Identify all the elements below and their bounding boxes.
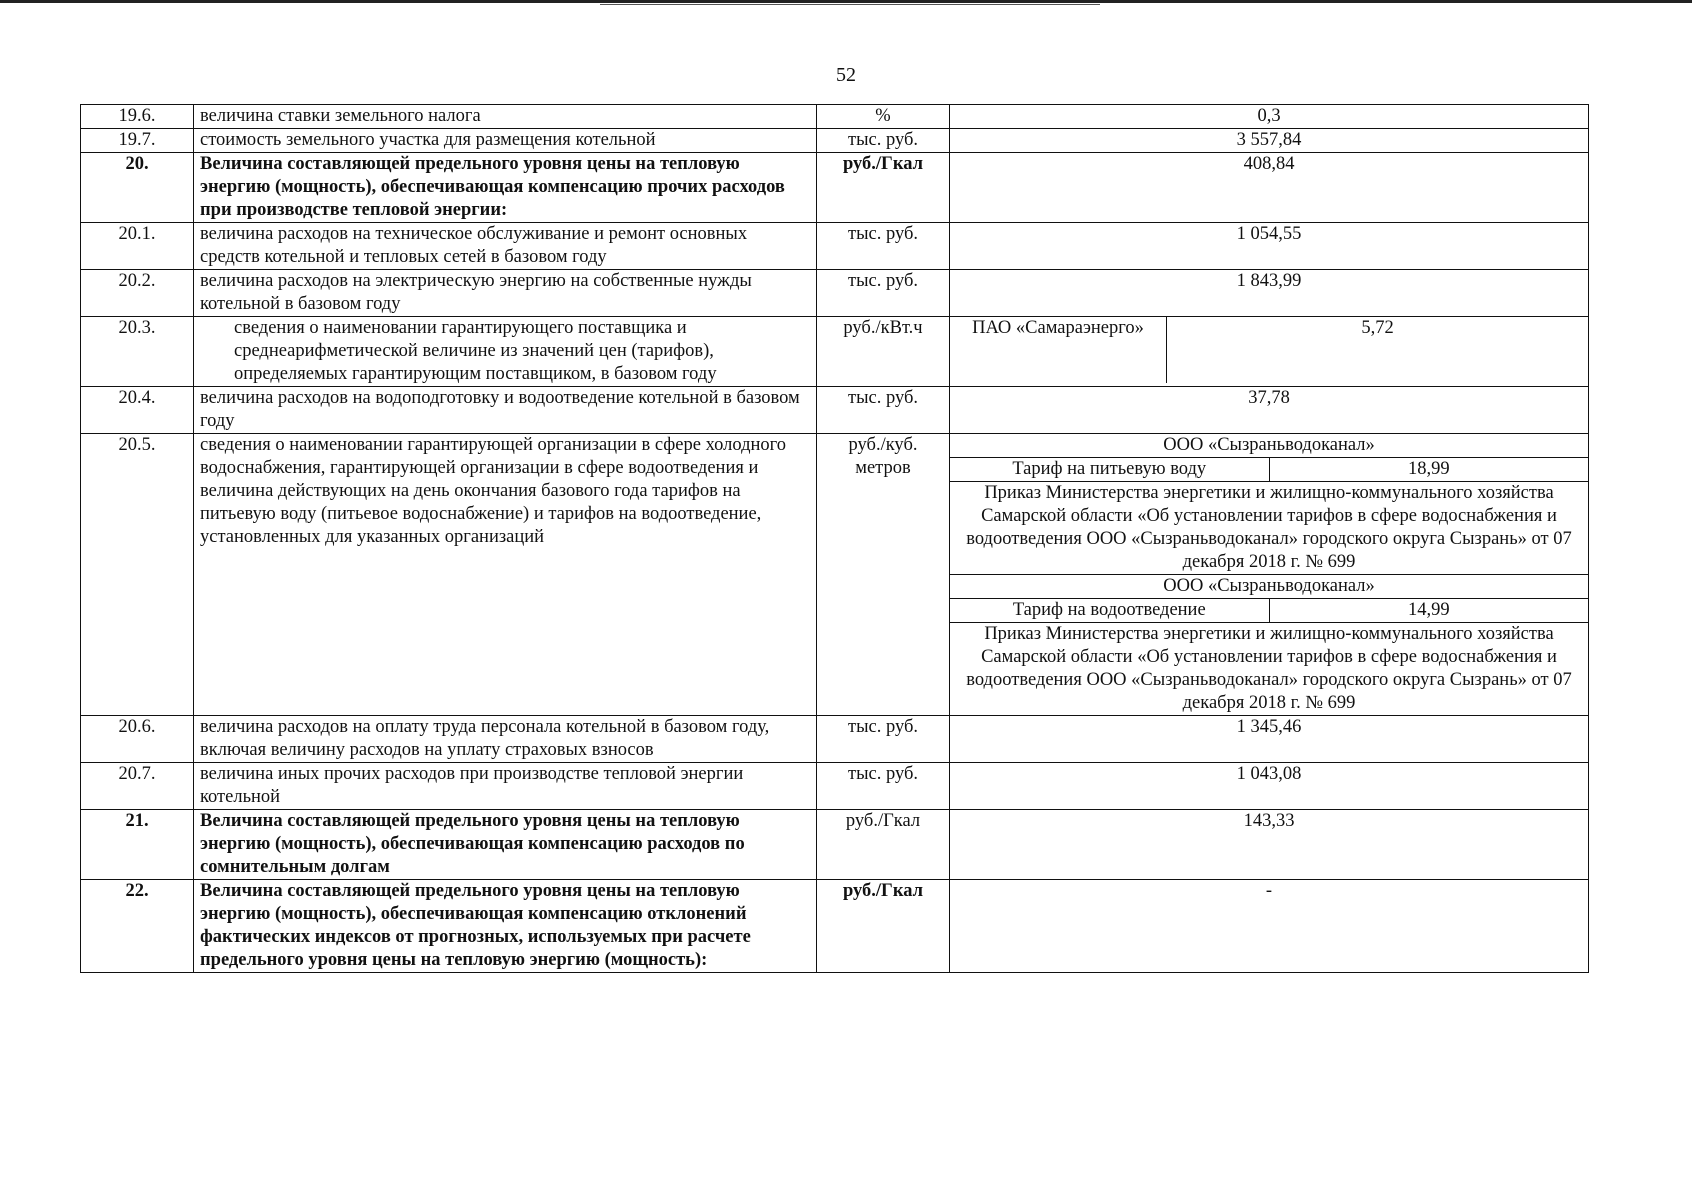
row-value: 1 843,99 <box>950 270 1589 317</box>
tariff-label: Тариф на водоотведение <box>950 599 1269 623</box>
row-value: 37,78 <box>950 387 1589 434</box>
row-unit: тыс. руб. <box>817 716 950 763</box>
row-unit: руб./Гкал <box>817 810 950 880</box>
row-description: величина расходов на оплату труда персонала котельной в базовом году, включая величину расходов на уплату страховых взносов <box>194 716 817 763</box>
row-value: 1 043,08 <box>950 763 1589 810</box>
row-number: 20.7. <box>81 763 194 810</box>
tariff-label: Тариф на питьевую воду <box>950 458 1269 482</box>
table-row <box>81 223 1589 270</box>
row-unit: % <box>817 105 950 129</box>
row-description: Величина составляющей предельного уровня цены на тепловую энергию (мощность), обеспечивающая компенсацию расходов по сомнительным долгам <box>194 810 817 880</box>
row-value: 1 345,46 <box>950 716 1589 763</box>
row-number: 19.7. <box>81 129 194 153</box>
row-description: величина расходов на техническое обслуживание и ремонт основных средств котельной и тепловых сетей в базовом году <box>194 223 817 270</box>
top-border-line <box>0 0 1692 3</box>
row-unit: тыс. руб. <box>817 223 950 270</box>
row-description: величина расходов на водоподготовку и водоотведение котельной в базовом году <box>194 387 817 434</box>
row-value: 0,3 <box>950 105 1589 129</box>
row-value: 1 054,55 <box>950 223 1589 270</box>
water-tariffs-subtable <box>950 434 1588 715</box>
row-value: 408,84 <box>950 153 1589 223</box>
tariff-value: 14,99 <box>1269 599 1588 623</box>
organization-name: ООО «Сызраньводоканал» <box>950 434 1588 458</box>
table-row <box>81 270 1589 317</box>
table-row <box>81 129 1589 153</box>
page-number: 52 <box>836 64 856 86</box>
supplier-cell <box>950 317 1589 387</box>
organization-name: ООО «Сызраньводоканал» <box>950 575 1588 599</box>
table-row <box>81 317 1589 387</box>
row-unit: руб./Гкал <box>817 880 950 973</box>
table-row <box>81 105 1589 129</box>
row-unit: тыс. руб. <box>817 270 950 317</box>
row-unit: тыс. руб. <box>817 387 950 434</box>
tariff-order-text: Приказ Министерства энергетики и жилищно-коммунального хозяйства Самарской области «Об установлении тарифов в сфере водоснабжения и водоотведения ООО «Сызраньводоканал» городского округа Сызрань» от 07 декабря 2018 г. № 699 <box>950 482 1588 575</box>
row-number: 20.6. <box>81 716 194 763</box>
row-unit: руб./куб. метров <box>817 434 950 716</box>
tariff-table <box>80 104 1589 973</box>
table-row <box>81 810 1589 880</box>
row-number: 20. <box>81 153 194 223</box>
row-description: величина иных прочих расходов при производстве тепловой энергии котельной <box>194 763 817 810</box>
row-description: Величина составляющей предельного уровня цены на тепловую энергию (мощность), обеспечивающая компенсацию прочих расходов при производстве тепловой энергии: <box>194 153 817 223</box>
row-value: 5,72 <box>1167 317 1589 383</box>
row-unit: тыс. руб. <box>817 129 950 153</box>
row-number: 20.3. <box>81 317 194 387</box>
supplier-name: ПАО «Самараэнерго» <box>950 317 1167 383</box>
table-row <box>81 716 1589 763</box>
table-row <box>81 880 1589 973</box>
row-unit: руб./кВт.ч <box>817 317 950 387</box>
row-description: сведения о наименовании гарантирующего поставщика и среднеарифметической величине из значений цен (тарифов), определяемых гарантирующим поставщиком, в базовом году <box>194 317 817 387</box>
row-description: Величина составляющей предельного уровня цены на тепловую энергию (мощность), обеспечивающая компенсацию отклонений фактических индексов от прогнозных, используемых при расчете предельного уровня цены на тепловую энергию (мощность): <box>194 880 817 973</box>
row-number: 21. <box>81 810 194 880</box>
table-row <box>81 434 1589 716</box>
row-value: 143,33 <box>950 810 1589 880</box>
row-description: величина ставки земельного налога <box>194 105 817 129</box>
row-number: 19.6. <box>81 105 194 129</box>
row-description: стоимость земельного участка для размещения котельной <box>194 129 817 153</box>
row-unit: тыс. руб. <box>817 763 950 810</box>
row-unit: руб./Гкал <box>817 153 950 223</box>
row-value: - <box>950 880 1589 973</box>
water-tariffs-cell <box>950 434 1589 716</box>
top-border-line-secondary <box>600 4 1100 5</box>
row-description: сведения о наименовании гарантирующей организации в сфере холодного водоснабжения, гарантирующей организации в сфере водоотведения и величина действующих на день окончания базового года тарифов на питьевую воду (питьевое водоснабжение) и тарифов на водоотведение, установленных для указанных организаций <box>194 434 817 716</box>
row-number: 20.4. <box>81 387 194 434</box>
table-row <box>81 763 1589 810</box>
row-number: 22. <box>81 880 194 973</box>
tariff-order-text: Приказ Министерства энергетики и жилищно-коммунального хозяйства Самарской области «Об установлении тарифов в сфере водоснабжения и водоотведения ООО «Сызраньводоканал» городского округа Сызрань» от 07 декабря 2018 г. № 699 <box>950 623 1588 716</box>
table-row <box>81 153 1589 223</box>
supplier-subtable <box>950 317 1588 383</box>
row-value: 3 557,84 <box>950 129 1589 153</box>
row-description: величина расходов на электрическую энергию на собственные нужды котельной в базовом году <box>194 270 817 317</box>
table-row <box>81 387 1589 434</box>
row-number: 20.2. <box>81 270 194 317</box>
row-number: 20.5. <box>81 434 194 716</box>
tariff-value: 18,99 <box>1269 458 1588 482</box>
row-number: 20.1. <box>81 223 194 270</box>
